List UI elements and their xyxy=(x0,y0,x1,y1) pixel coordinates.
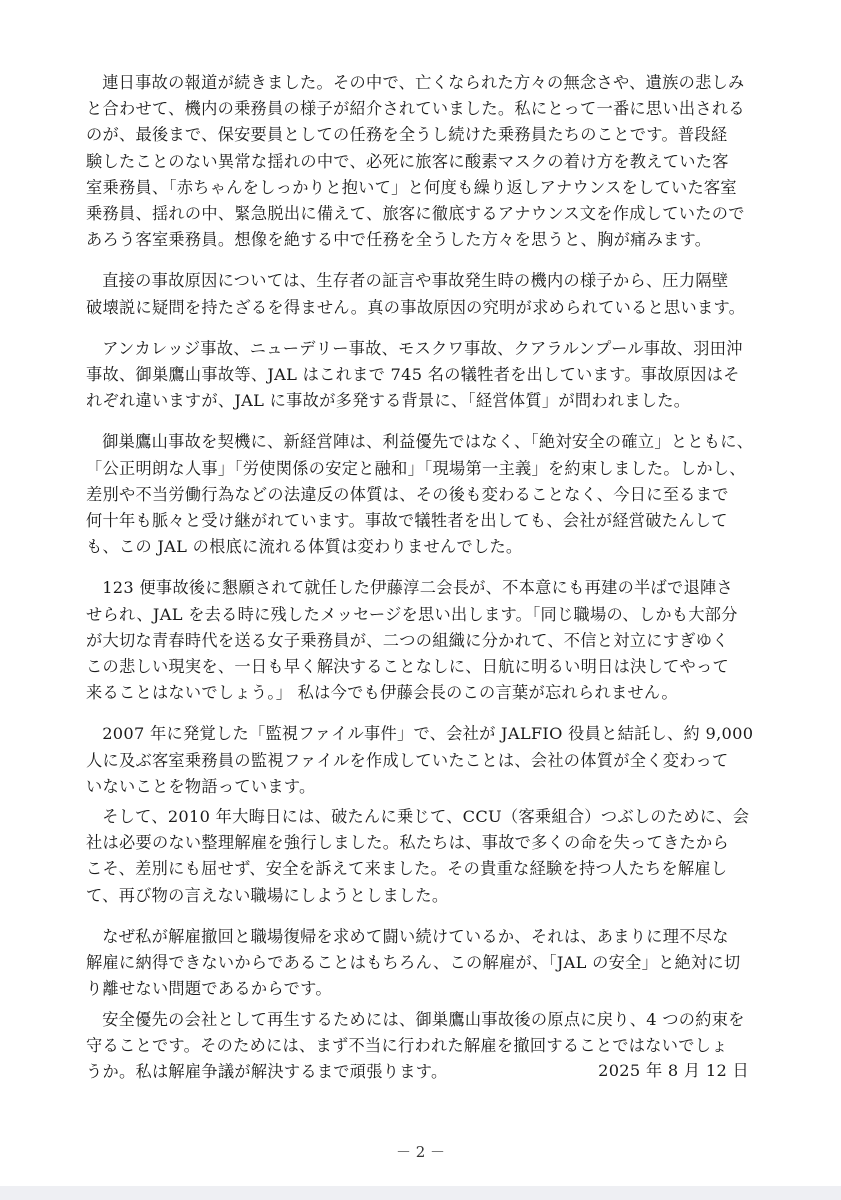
page-number: － 2 － xyxy=(395,1143,446,1161)
paragraph-accident-cause: 直接の事故原因については、生存者の証言や事故発生時の機内の様子から、圧力隔壁 破壊説に疑問を持たざるを得ません。真の事故原因の究明が求められていると思います。 xyxy=(86,271,746,317)
document-date: 2025 年 8 月 12 日 xyxy=(598,1061,749,1080)
paragraph-safety-first: 安全優先の会社として再生するためには、御巣鷹山事故後の原点に戻り、4 つの約束を 守ることです。そのためには、まず不当に行われた解雇を撤回することではないでしょ うか。私は解雇争議が解決するまで頑張ります。 xyxy=(86,1009,745,1081)
paragraph-past-accidents: アンカレッジ事故、ニューデリー事故、モスクワ事故、クアラルンプール事故、羽田沖 事故、御巣鷹山事故等、JAL はこれまで 745 名の犠牲者を出しています。事故原因はそ れぞれ違いますが、JAL に事故が多発する背景に、「経営体質」が問われました。 xyxy=(86,338,743,411)
paragraph-dismissal: そして、2010 年大晦日には、破たんに乗じて、CCU（客乗組合）つぶしのために、会 社は必要のない整理解雇を強行しました。私たちは、事故で多くの命を失ってきたから こそ、差別にも屈せず、安全を訴えて来ました。その貴重な経験を持つ人たちを解雇し て、再び物の言えない職場にしようとしました。 xyxy=(86,807,750,905)
paragraph-ito-message: 123 便事故後に懇願されて就任した伊藤淳二会長が、不本意にも再建の半ばで退陣さ せられ、JAL を去る時に残したメッセージを思い出します。「同じ職場の、しかも大部分 が大切な青春時代を送る女子乗務員が、二つの組織に分かれて、不信と対立にすぎゆく この悲しい現実を、一日も早く解決することなしに、日航に明るい明日は決してやって 来ることはないでしょう。」 私は今でも伊藤会長のこの言葉が忘れられません。 xyxy=(86,578,738,703)
paragraph-management-promises: 御巣鷹山事故を契機に、新経営陣は、利益優先ではなく、「絶対安全の確立」とともに、 「公正明朗な人事」「労使関係の安定と融和」「現場第一主義」を約束しました。しかし、 差別や不当労働行為などの法違反の体質は、その後も変わることなく、今日に至るまで 何十年も脈々と受け継がれています。事故で犠牲者を出しても、会社が経営破たんして も、この JAL の根底に流れる体質は変わりませんでした。 xyxy=(86,432,754,557)
paragraph-why-fighting: なぜ私が解雇撤回と職場復帰を求めて闘い続けているか、それは、あまりに理不尽な 解雇に納得できないからであることはもちろん、この解雇が、「JAL の安全」と絶対に切 り離せない問題であるからです。 xyxy=(86,926,741,999)
paragraph-surveillance-file: 2007 年に発覚した「監視ファイル事件」で、会社が JALFIO 役員と結託し、約 9,000 人に及ぶ客室乗務員の監視ファイルを作成していたことは、会社の体質が全く変わって いないことを物語っています。 xyxy=(86,724,754,796)
viewer-bottom-edge xyxy=(0,1186,841,1200)
paragraph-crew-memories: 連日事故の報道が続きました。その中で、亡くなられた方々の無念さや、遺族の悲しみ と合わせて、機内の乗務員の様子が紹介されていました。私にとって一番に思い出される のが、最後まで、保安要員としての任務を全うし続けた乗務員たちのことです。普段経 験したことのない異常な揺れの中で、必死に旅客に酸素マスクの着け方を教えていた客 室乗務員、「赤ちゃんをしっかりと抱いて」と何度も繰り返しアナウンスをしていた客室 乗務員、揺れの中、緊急脱出に備えて、旅客に徹底するアナウンス文を作成していたので あろう客室乗務員。想像を絶する中で任務を全うした方々を思うと、胸が痛みます。 xyxy=(86,73,745,250)
document-body xyxy=(86,70,756,1085)
